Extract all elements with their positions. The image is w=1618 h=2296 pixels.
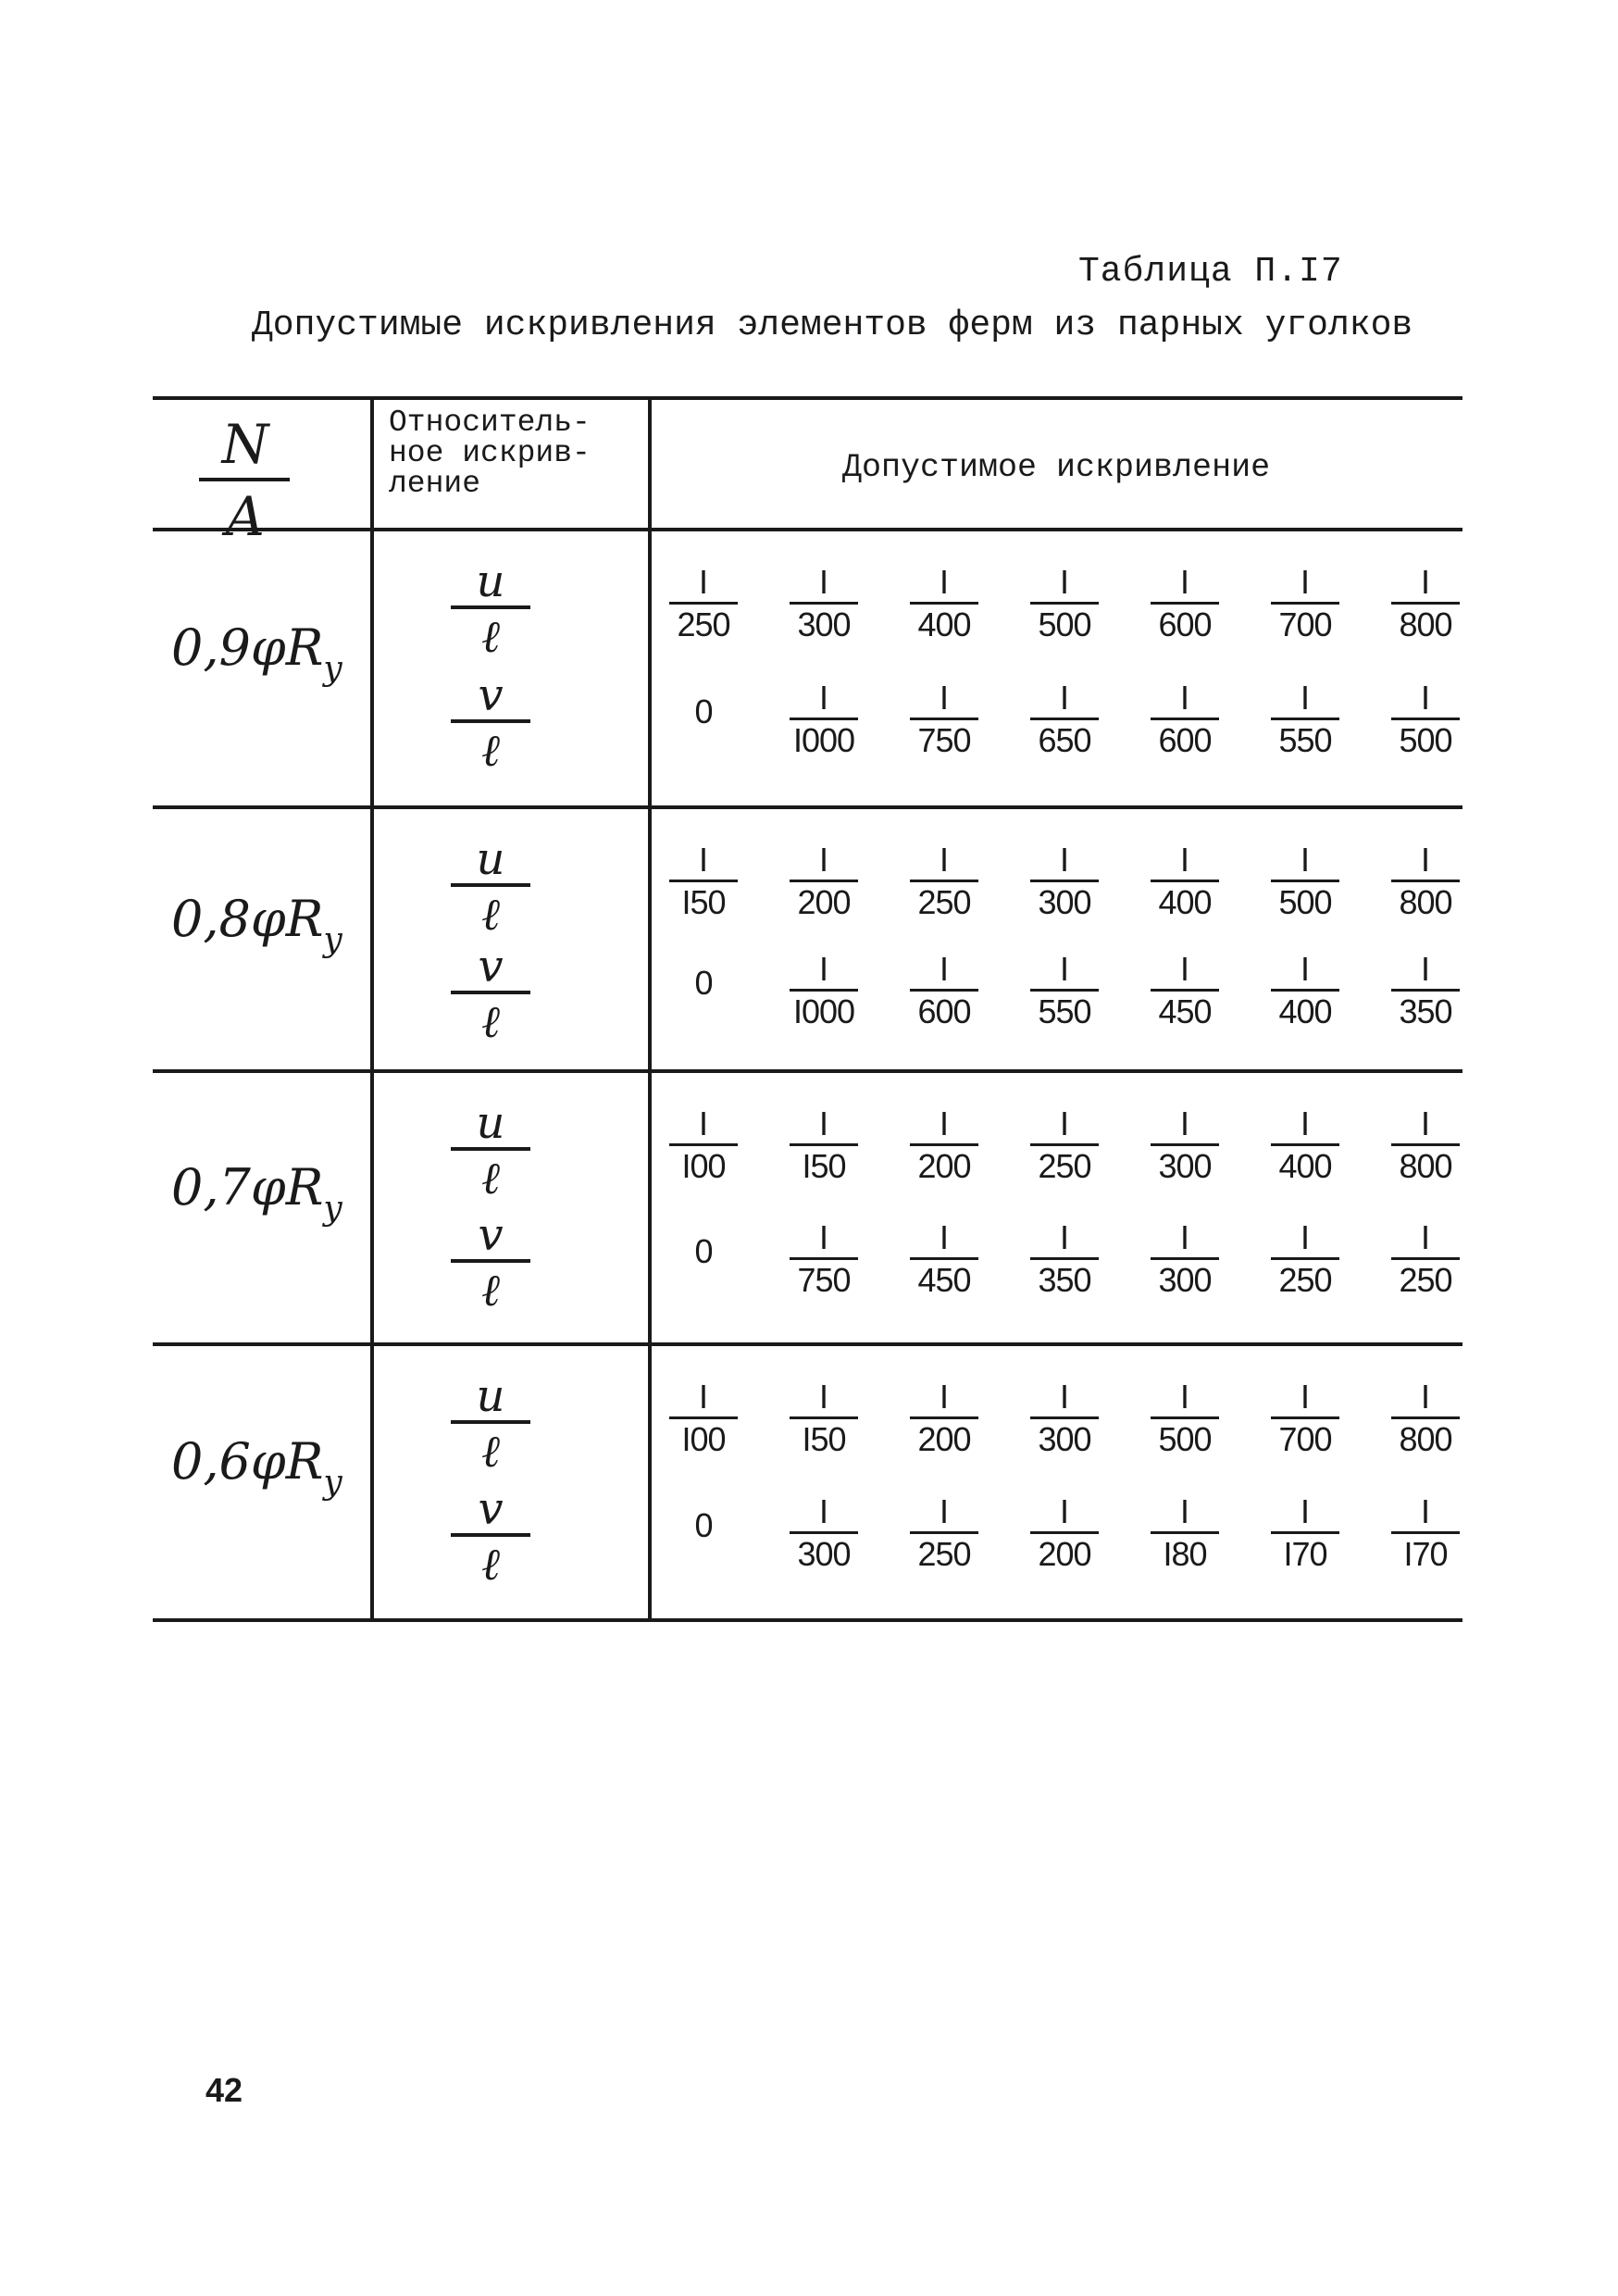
value-denominator: 300 [797,1535,851,1573]
value-denominator: 700 [1278,1420,1332,1458]
curvature-value [662,1106,745,1208]
header-load-fraction [190,407,301,546]
symbol-numerator: u [476,1370,505,1422]
value-numerator: I [818,1104,828,1142]
curvature-value [1143,1379,1226,1481]
value-denominator: 250 [1278,1260,1332,1299]
value-numerator: I [1179,679,1189,717]
curvature-value [782,1217,865,1322]
load-R: R [285,1432,324,1491]
value-denominator: 500 [1278,883,1332,921]
curvature-value [1143,1494,1226,1596]
symbol-denominator: ℓ [481,1153,500,1204]
curvature-value [1023,1217,1106,1322]
value-numerator: I [698,563,708,601]
symbol-denominator: ℓ [481,725,500,777]
value-numerator: I [939,1492,949,1530]
row-rule-1 [153,805,1462,809]
curvature-value [1263,1379,1347,1481]
load-subscript: y [323,1189,342,1228]
value-numerator: I [1300,1378,1310,1416]
row-rule-2 [153,1069,1462,1073]
value-numerator: I [818,949,828,988]
load-coef: 0,7 [171,1157,251,1217]
header-rel-line-2: ное искрив- [389,436,591,470]
symbol-numerator: v [478,1208,504,1261]
value-numerator: I [1300,1217,1310,1256]
curvature-value [902,1494,986,1596]
curvature-value [662,1220,745,1322]
value-numerator: I [1059,1492,1069,1530]
value-denominator: 750 [917,721,971,759]
load-subscript: y [323,1464,342,1502]
curvature-value [662,1379,745,1481]
load-subscript: y [323,650,342,688]
value-numerator: I [1179,563,1189,601]
load-label [171,889,393,993]
curvature-value [1023,680,1106,782]
value-denominator: 450 [917,1260,971,1299]
value-numerator: I [1059,841,1069,879]
value-numerator: I [818,679,828,717]
value-numerator: I [818,563,828,601]
curvature-value [662,952,745,1054]
value-numerator: I [939,563,949,601]
value-numerator: I [1059,1378,1069,1416]
curvature-value [1384,949,1467,1054]
symbol-denominator: ℓ [481,995,500,1048]
curvature-value [1263,680,1347,782]
value-denominator: 0 [694,963,713,1002]
value-denominator: 300 [1158,1147,1212,1185]
curvature-value [662,842,745,944]
curvature-value [1263,949,1347,1054]
symbol-denominator: ℓ [481,1264,500,1316]
value-denominator: I70 [1403,1535,1448,1573]
value-denominator: 300 [1038,883,1091,921]
value-numerator: I [1059,1104,1069,1142]
value-numerator: I [1420,1492,1430,1530]
value-denominator: 700 [1278,605,1332,643]
value-numerator: I [1059,949,1069,988]
value-numerator: I [1420,1378,1430,1416]
value-numerator: I [818,1378,828,1416]
value-denominator: I000 [792,721,855,759]
header-relative-curvature [389,407,639,499]
value-denominator: 300 [1038,1420,1091,1458]
row-rule-3 [153,1342,1462,1346]
value-numerator: I [1300,841,1310,879]
load-coef: 0,6 [171,1432,251,1491]
value-numerator: I [698,1104,708,1142]
value-denominator: 750 [797,1260,851,1299]
value-numerator: I [1059,679,1069,717]
load-phi: φ [250,1157,286,1217]
value-numerator: I [1179,949,1189,988]
curvature-value [1263,565,1347,667]
value-numerator: I [818,1492,828,1530]
value-numerator: I [1179,1378,1189,1416]
value-denominator: 400 [1278,992,1332,1030]
value-denominator: 0 [694,1506,713,1544]
value-denominator: 500 [1399,721,1452,759]
value-numerator: I [698,841,708,879]
curvature-value [1023,565,1106,667]
value-denominator: I00 [681,1147,726,1185]
value-denominator: 300 [797,605,851,643]
value-denominator: 600 [1158,721,1212,759]
curvature-value [782,1494,865,1596]
value-denominator: 450 [1158,992,1212,1030]
curvature-value [1384,1106,1467,1208]
value-denominator: 350 [1038,1260,1091,1299]
load-fraction-glyph [190,407,301,546]
col-divider-2 [648,396,652,1620]
header-denominator: A [226,485,265,546]
table-title: Допустимые искривления элементов ферм из парных уголков [252,306,1413,345]
value-denominator: 600 [1158,605,1212,643]
value-numerator: I [1179,1217,1189,1256]
symbol-denominator: ℓ [481,1539,500,1591]
value-numerator: I [1420,679,1430,717]
curvature-value [902,680,986,782]
curvature-value [1384,680,1467,782]
curvature-value [1143,680,1226,782]
value-numerator: I [1059,563,1069,601]
value-denominator: 200 [797,883,851,921]
symbol-denominator: ℓ [481,611,500,663]
value-numerator: I [939,1378,949,1416]
value-denominator: 250 [917,883,971,921]
load-R: R [285,1157,324,1217]
curvature-value [1384,1494,1467,1596]
curvature-value [902,949,986,1054]
symbol-denominator: ℓ [481,1426,500,1478]
value-denominator: I50 [802,1420,846,1458]
load-R: R [285,618,324,677]
symbol-denominator: ℓ [481,889,500,941]
u-over-l-symbol [440,833,541,944]
value-denominator: 400 [1278,1147,1332,1185]
value-numerator: I [1300,1104,1310,1142]
symbol-numerator: v [478,1483,504,1535]
value-numerator: I [1420,563,1430,601]
v-over-l-symbol [440,1483,541,1594]
value-denominator: 250 [1038,1147,1091,1185]
value-denominator: 800 [1399,1147,1452,1185]
curvature-value [1143,1217,1226,1322]
value-denominator: I50 [681,883,726,921]
symbol-numerator: v [478,940,504,992]
load-label [171,620,393,722]
curvature-value [1023,1494,1106,1596]
value-denominator: 250 [917,1535,971,1573]
curvature-value [902,842,986,944]
value-numerator: I [1300,563,1310,601]
value-numerator: I [818,841,828,879]
value-numerator: I [939,1104,949,1142]
curvature-value [662,680,745,782]
value-denominator: 300 [1158,1260,1212,1299]
load-label [171,1434,393,1536]
load-coef: 0,8 [171,889,251,948]
value-denominator: 400 [1158,883,1212,921]
symbol-numerator: u [476,555,505,607]
table-top-rule [153,396,1462,400]
value-numerator: I [1179,841,1189,879]
symbol-numerator: v [478,669,504,721]
v-over-l-symbol [440,941,541,1052]
value-numerator: I [1420,841,1430,879]
curvature-value [1384,1217,1467,1322]
value-denominator: I80 [1163,1535,1207,1573]
curvature-value [1143,565,1226,667]
value-numerator: I [1300,679,1310,717]
curvature-value [902,1379,986,1481]
value-numerator: I [1179,1104,1189,1142]
load-coef: 0,9 [171,618,251,677]
value-denominator: 500 [1038,605,1091,643]
value-numerator: I [1420,1104,1430,1142]
symbol-numerator: u [476,1097,505,1149]
load-subscript: y [323,920,342,959]
value-denominator: 500 [1158,1420,1212,1458]
table-bottom-rule [153,1618,1462,1622]
curvature-value [902,565,986,667]
value-denominator: 550 [1278,721,1332,759]
value-denominator: I70 [1283,1535,1327,1573]
load-phi: φ [250,1432,286,1491]
curvature-value [1143,949,1226,1054]
curvature-value [1263,1494,1347,1596]
load-label [171,1157,393,1262]
value-denominator: 200 [917,1147,971,1185]
curvature-value [1023,842,1106,944]
value-denominator: 250 [1399,1260,1452,1299]
curvature-value [1384,842,1467,944]
header-rel-line-3: ление [389,467,481,501]
header-rel-line-1: Относитель- [389,406,591,440]
curvature-value [902,1217,986,1322]
curvature-value [1384,1379,1467,1481]
v-over-l-symbol [440,669,541,780]
curvature-value [662,1494,745,1596]
value-denominator: 250 [677,605,730,643]
v-over-l-symbol [440,1209,541,1320]
value-numerator: I [939,949,949,988]
curvature-value [1023,1379,1106,1481]
value-denominator: 800 [1399,1420,1452,1458]
curvature-value [782,842,865,944]
value-denominator: 800 [1399,883,1452,921]
value-denominator: 550 [1038,992,1091,1030]
load-phi: φ [250,889,286,948]
value-numerator: I [939,679,949,717]
value-denominator: I000 [792,992,855,1030]
curvature-value [782,1106,865,1208]
curvature-value [1143,842,1226,944]
value-numerator: I [1179,1492,1189,1530]
value-denominator: 350 [1399,992,1452,1030]
curvature-value [902,1106,986,1208]
value-denominator: 0 [694,693,713,730]
table-label: Таблица П.I7 [1078,252,1343,292]
value-denominator: 650 [1038,721,1091,759]
curvature-value [1263,1106,1347,1208]
curvature-value [1023,949,1106,1054]
value-denominator: 400 [917,605,971,643]
value-numerator: I [939,1217,949,1256]
value-denominator: I50 [802,1147,846,1185]
value-numerator: I [1420,1217,1430,1256]
header-numerator: N [221,413,269,476]
value-numerator: I [698,1378,708,1416]
value-denominator: 0 [694,1231,713,1270]
value-denominator: I00 [681,1420,726,1458]
page-number: 42 [205,2071,243,2109]
curvature-value [1023,1106,1106,1208]
symbol-numerator: u [476,833,505,885]
header-allowable-curvature: Допустимое искривление [842,449,1271,486]
value-numerator: I [818,1217,828,1256]
curvature-value [1143,1106,1226,1208]
value-numerator: I [939,841,949,879]
curvature-value [782,1379,865,1481]
curvature-value [1263,1217,1347,1322]
u-over-l-symbol [440,1370,541,1481]
load-phi: φ [250,618,286,677]
value-numerator: I [1300,1492,1310,1530]
value-denominator: 200 [917,1420,971,1458]
u-over-l-symbol [440,555,541,667]
header-bottom-rule [153,528,1462,531]
curvature-value [782,565,865,667]
value-numerator: I [1059,1217,1069,1256]
value-denominator: 600 [917,992,971,1030]
curvature-value [662,565,745,667]
curvature-value [1384,565,1467,667]
value-denominator: 200 [1038,1535,1091,1573]
load-R: R [285,889,324,948]
value-denominator: 800 [1399,605,1452,643]
value-numerator: I [1300,949,1310,988]
value-numerator: I [1420,949,1430,988]
curvature-value [782,949,865,1054]
curvature-value [1263,842,1347,944]
curvature-value [782,680,865,782]
u-over-l-symbol [440,1097,541,1208]
